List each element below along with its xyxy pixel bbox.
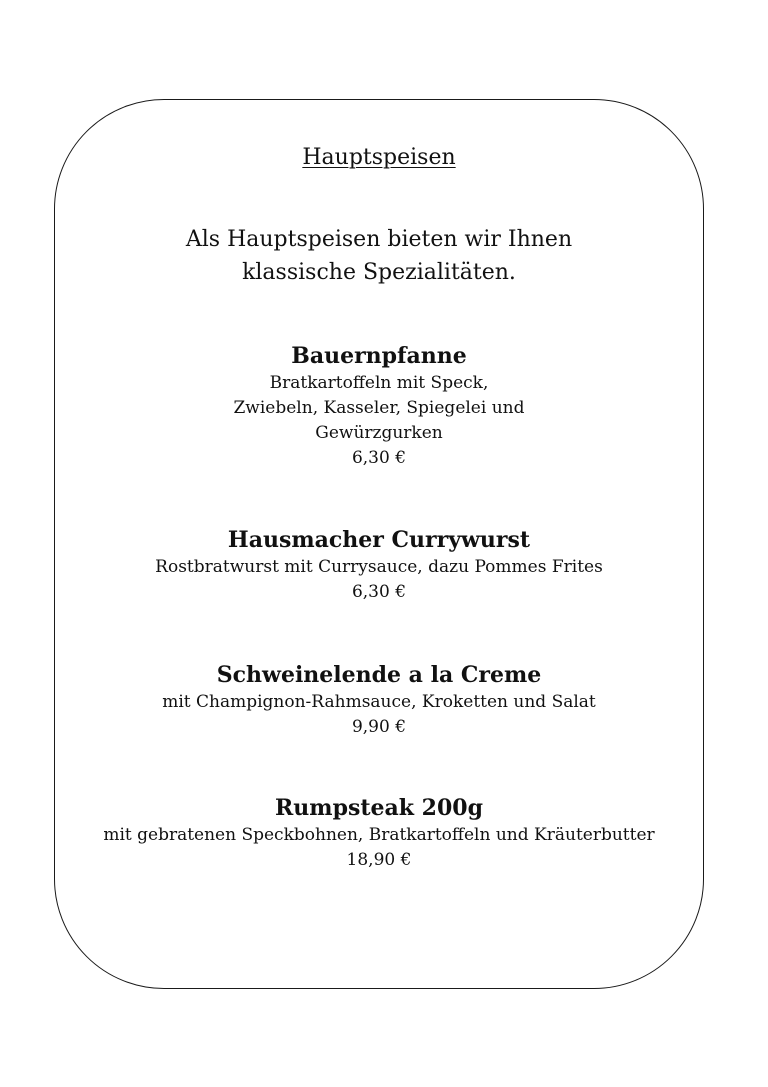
dish-price: 18,90 € xyxy=(346,850,412,870)
dish-price: 6,30 € xyxy=(351,582,407,602)
dish-schweinelende xyxy=(54,660,704,740)
intro-line: klassische Spezialitäten. xyxy=(242,260,516,285)
dish-description-line: mit Champignon-Rahmsauce, Kroketten und Salat xyxy=(162,692,596,712)
intro-line: Als Hauptspeisen bieten wir Ihnen xyxy=(185,227,573,252)
dish-description-line: Rostbratwurst mit Currysauce, dazu Pommes Frites xyxy=(155,557,603,577)
dish-bauernpfanne xyxy=(54,341,704,471)
dish-name: Schweinelende a la Creme xyxy=(216,662,542,688)
dish-name: Hausmacher Currywurst xyxy=(227,527,531,553)
dish-price: 9,90 € xyxy=(351,717,407,737)
dish-rumpsteak xyxy=(54,793,704,873)
dish-currywurst xyxy=(54,525,704,605)
menu-title: Hauptspeisen xyxy=(302,145,456,170)
dish-description-line: Bratkartoffeln mit Speck, xyxy=(269,373,489,393)
dish-name: Rumpsteak 200g xyxy=(275,795,483,821)
dish-description-line: Gewürzgurken xyxy=(315,423,443,443)
dish-description-line: Zwiebeln, Kasseler, Spiegelei und xyxy=(233,398,525,418)
dish-description-line: mit gebratenen Speckbohnen, Bratkartoffeln und Kräuterbutter xyxy=(103,825,655,845)
intro-text xyxy=(54,223,704,289)
dish-name: Bauernpfanne xyxy=(291,343,467,369)
dish-price: 6,30 € xyxy=(351,448,407,468)
